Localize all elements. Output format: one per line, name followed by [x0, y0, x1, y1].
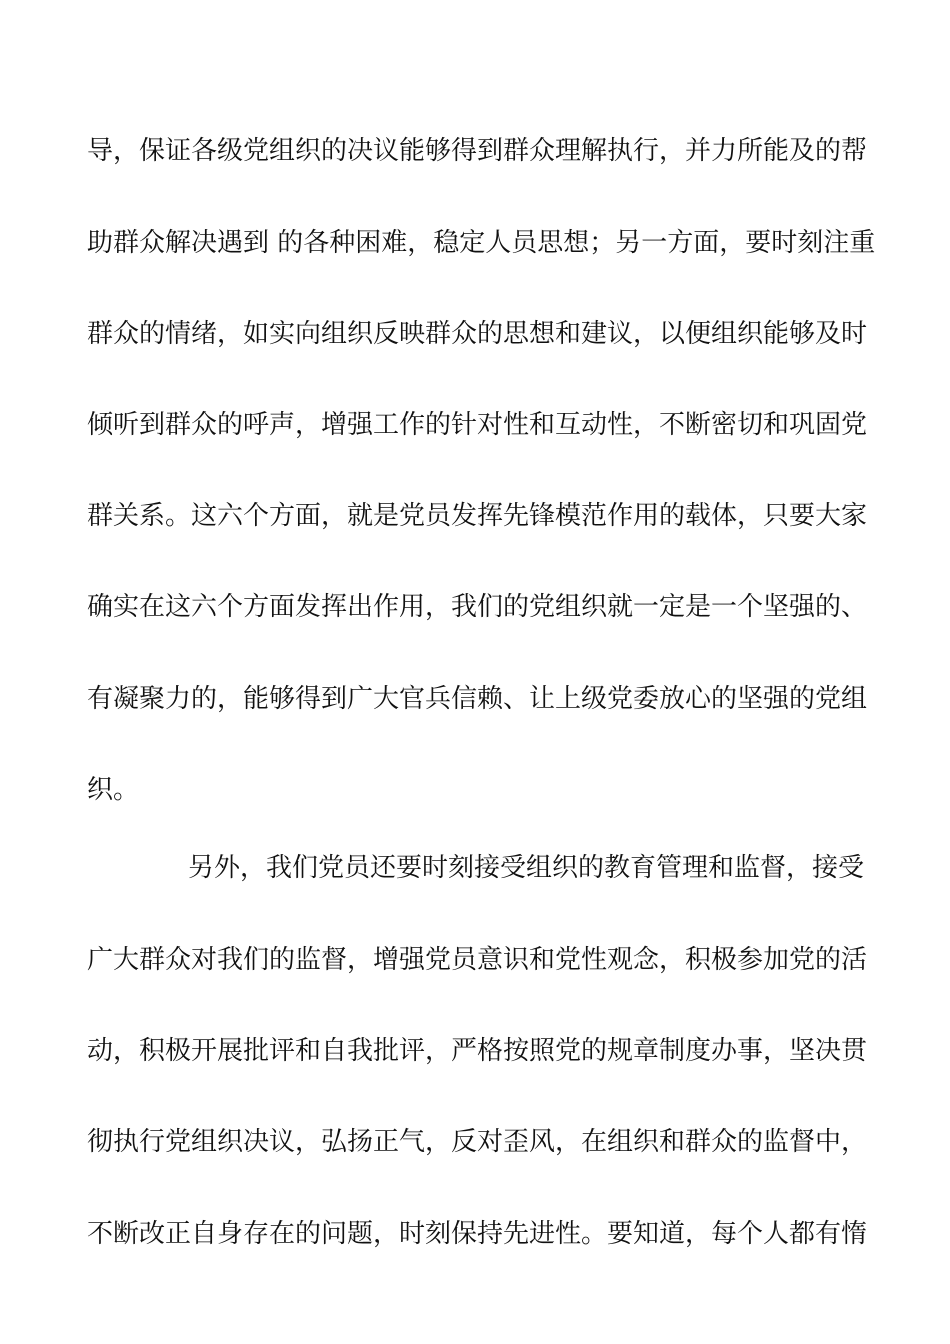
text-line: 另外，我们党员还要时刻接受组织的教育管理和监督，接受	[188, 853, 865, 883]
text-line: 彻执行党组织决议，弘扬正气，反对歪风，在组织和群众的监督中，	[87, 1127, 868, 1157]
text-line: 导，保证各级党组织的决议能够得到群众理解执行，并力所能及的帮	[87, 136, 868, 166]
text-line: 确实在这六个方面发挥出作用，我们的党组织就一定是一个坚强的、	[87, 592, 868, 622]
text-line: 群众的情绪，如实向组织反映群众的思想和建议，以便组织能够及时	[87, 319, 868, 349]
text-line: 广大群众对我们的监督，增强党员意识和党性观念，积极参加党的活	[87, 945, 868, 975]
text-line: 织。	[87, 775, 140, 805]
text-line: 群关系。这六个方面，就是党员发挥先锋模范作用的载体，只要大家	[87, 501, 868, 531]
text-line: 助群众解决遇到 的各种困难，稳定人员思想；另一方面，要时刻注重	[87, 228, 876, 258]
text-line: 动，积极开展批评和自我批评，严格按照党的规章制度办事，坚决贯	[87, 1036, 868, 1066]
text-line: 有凝聚力的，能够得到广大官兵信赖、让上级党委放心的坚强的党组	[87, 684, 868, 714]
text-line: 不断改正自身存在的问题，时刻保持先进性。要知道，每个人都有惰	[87, 1219, 868, 1249]
text-line: 倾听到群众的呼声，增强工作的针对性和互动性，不断密切和巩固党	[87, 410, 868, 440]
